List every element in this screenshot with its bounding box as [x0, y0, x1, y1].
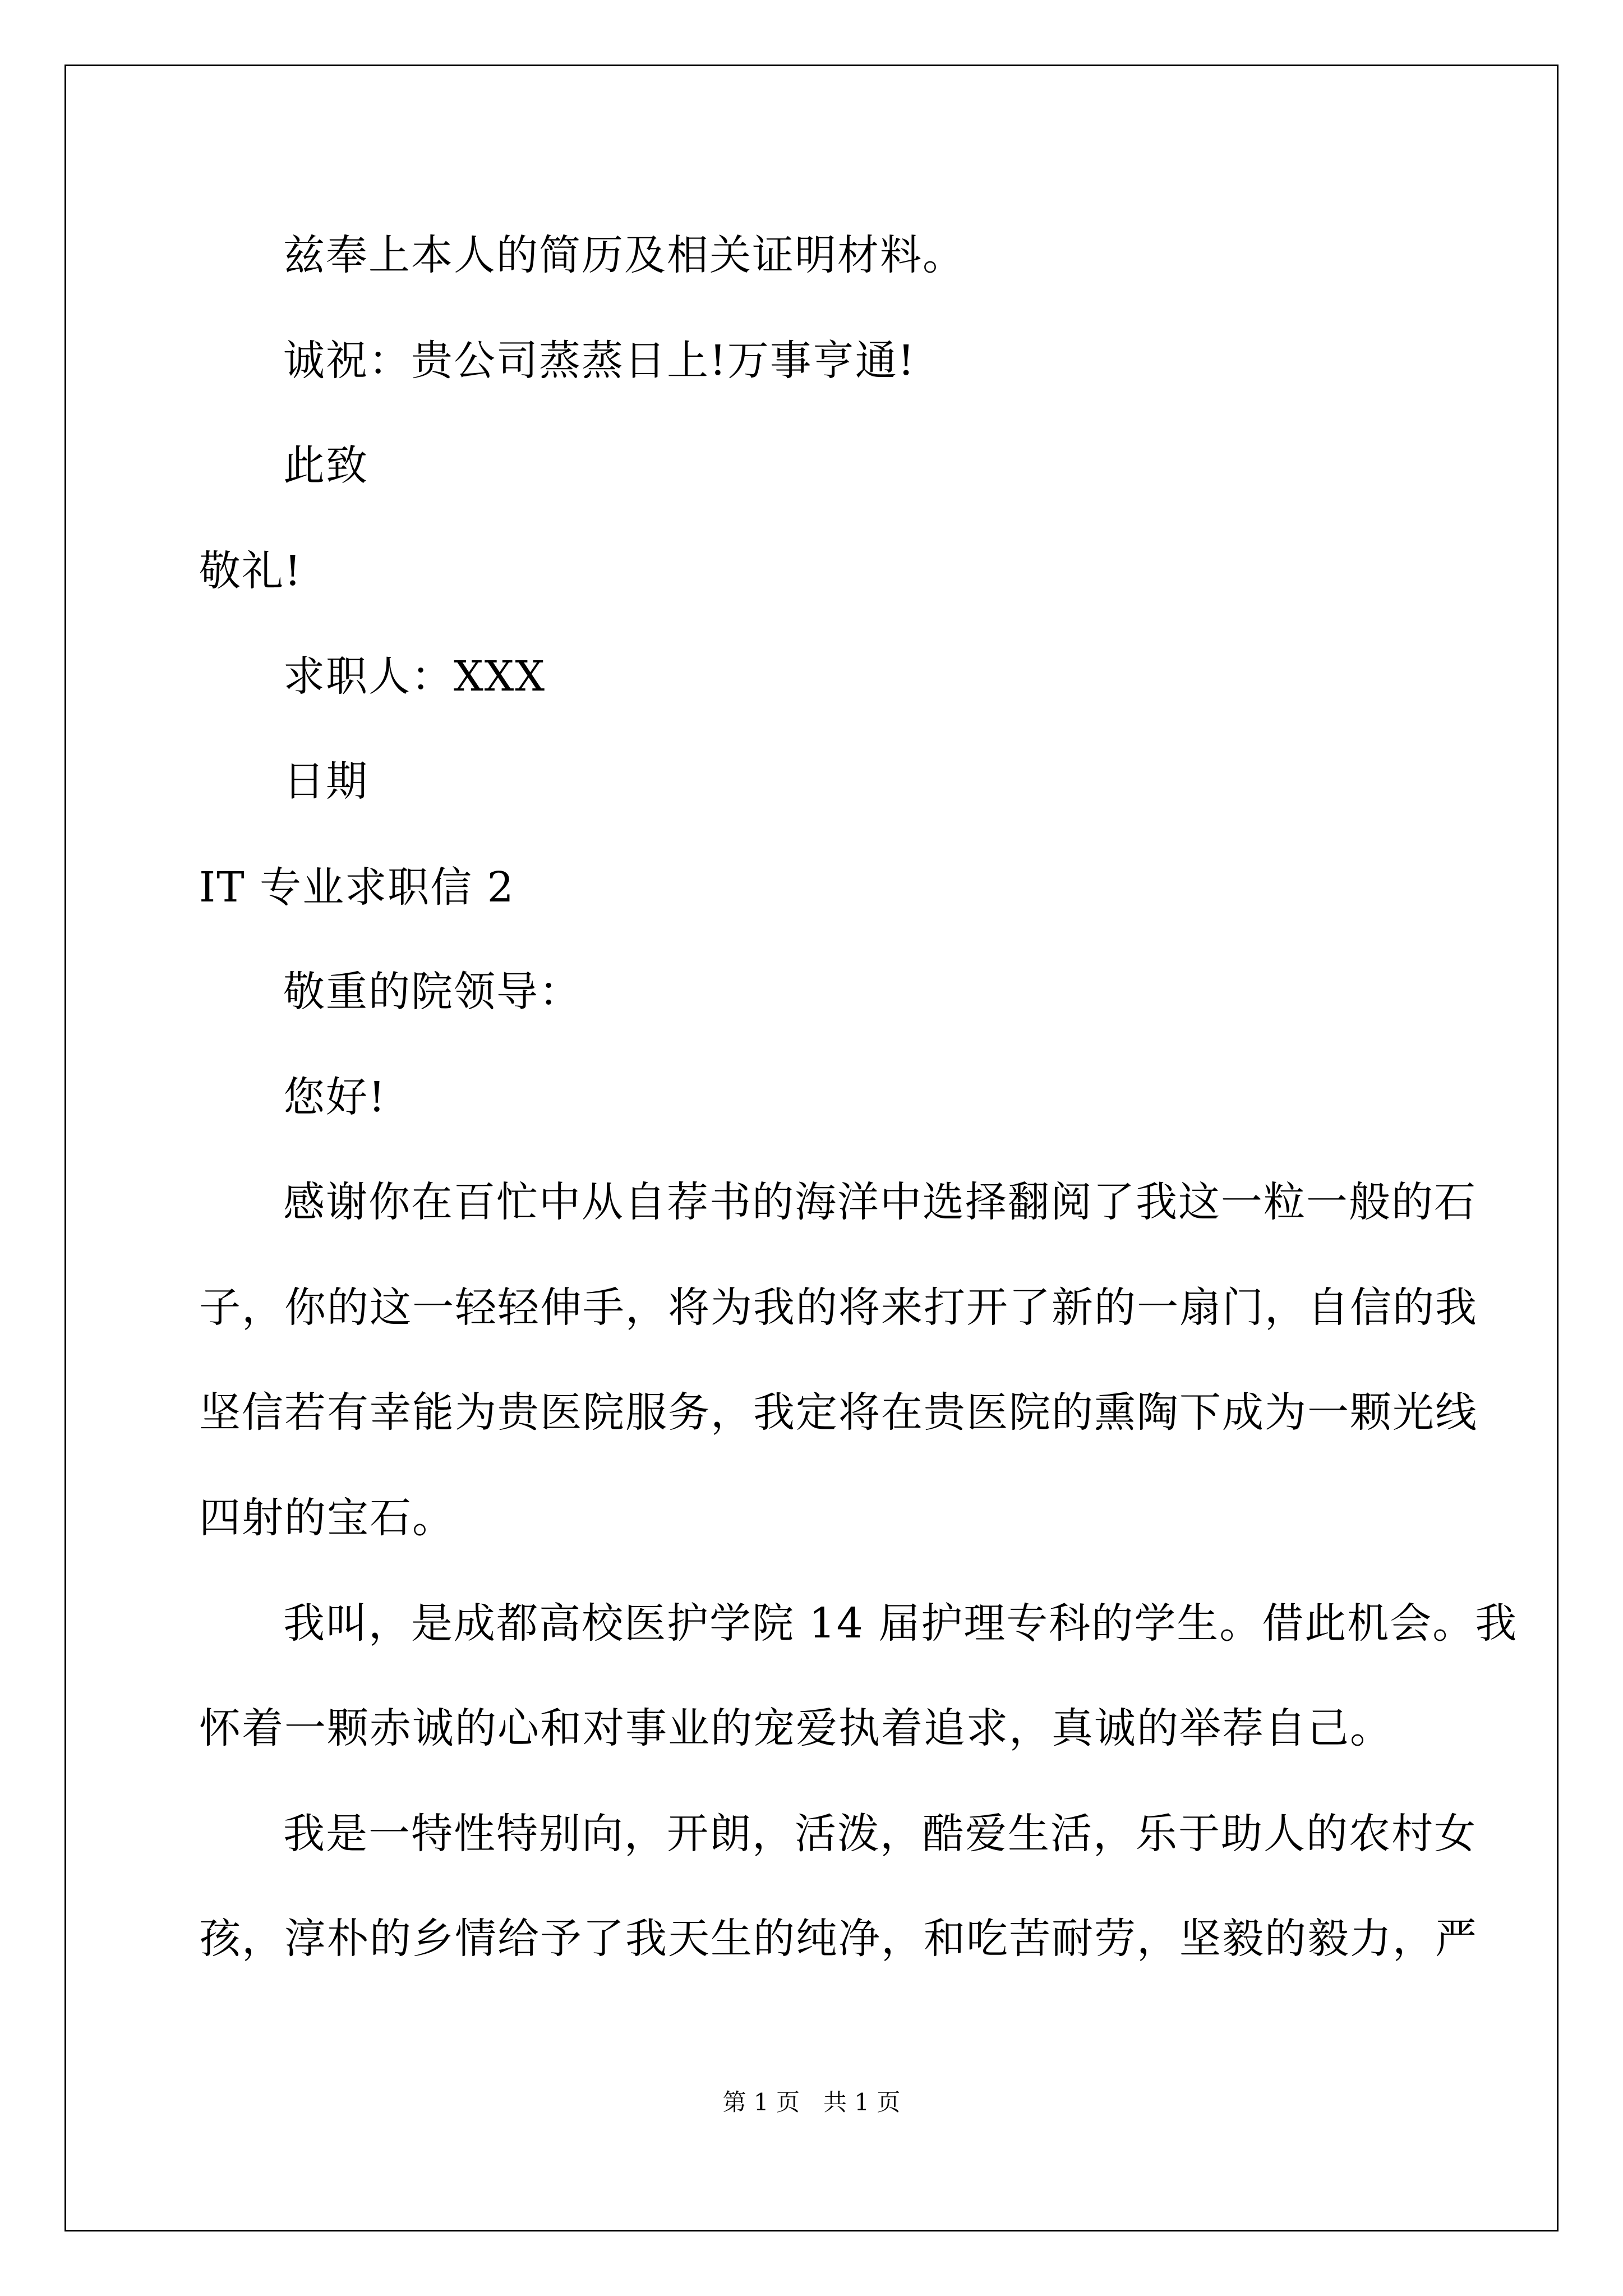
salutation-line: 此致 — [283, 441, 368, 490]
paragraph-line: 我是一特性特别向，开朗，活泼，酷爱生活，乐于助人的农村女 — [283, 1810, 1477, 1858]
text-line: 兹奉上本人的简历及相关证明材料。 — [283, 231, 965, 279]
section-title: IT 专业求职信 2 — [199, 863, 515, 912]
paragraph-line: 坚信若有幸能为贵医院服务，我定将在贵医院的熏陶下成为一颗光线 — [199, 1388, 1478, 1437]
page-number-footer: 第 1 页 共 1 页 — [722, 2088, 901, 2116]
paragraph-line: 子，你的这一轻轻伸手，将为我的将来打开了新的一扇门，自信的我 — [199, 1283, 1478, 1332]
paragraph-line: 怀着一颗赤诚的心和对事业的宠爱执着追求，真诚的举荐自己。 — [199, 1704, 1393, 1752]
paragraph-line: 感谢你在百忙中从自荐书的海洋中选择翻阅了我这一粒一般的石 — [283, 1178, 1477, 1226]
closing-line: 敬礼! — [199, 547, 302, 595]
paragraph-line: 孩，淳朴的乡情给予了我天生的纯净，和吃苦耐劳，坚毅的毅力，严 — [199, 1915, 1478, 1963]
greeting-line: 敬重的院领导： — [283, 968, 582, 1016]
greeting-line: 您好! — [283, 1073, 386, 1121]
paragraph-line: 我叫，是成都高校医护学院 14 届护理专科的学生。借此机会。我 — [283, 1599, 1518, 1648]
paragraph-line: 四射的宝石。 — [199, 1494, 455, 1542]
date-line: 日期 — [283, 757, 368, 806]
page-border — [64, 65, 1559, 2231]
signature-line: 求职人：XXX — [283, 652, 546, 701]
text-line: 诚祝：贵公司蒸蒸日上!万事亨通! — [283, 337, 916, 385]
